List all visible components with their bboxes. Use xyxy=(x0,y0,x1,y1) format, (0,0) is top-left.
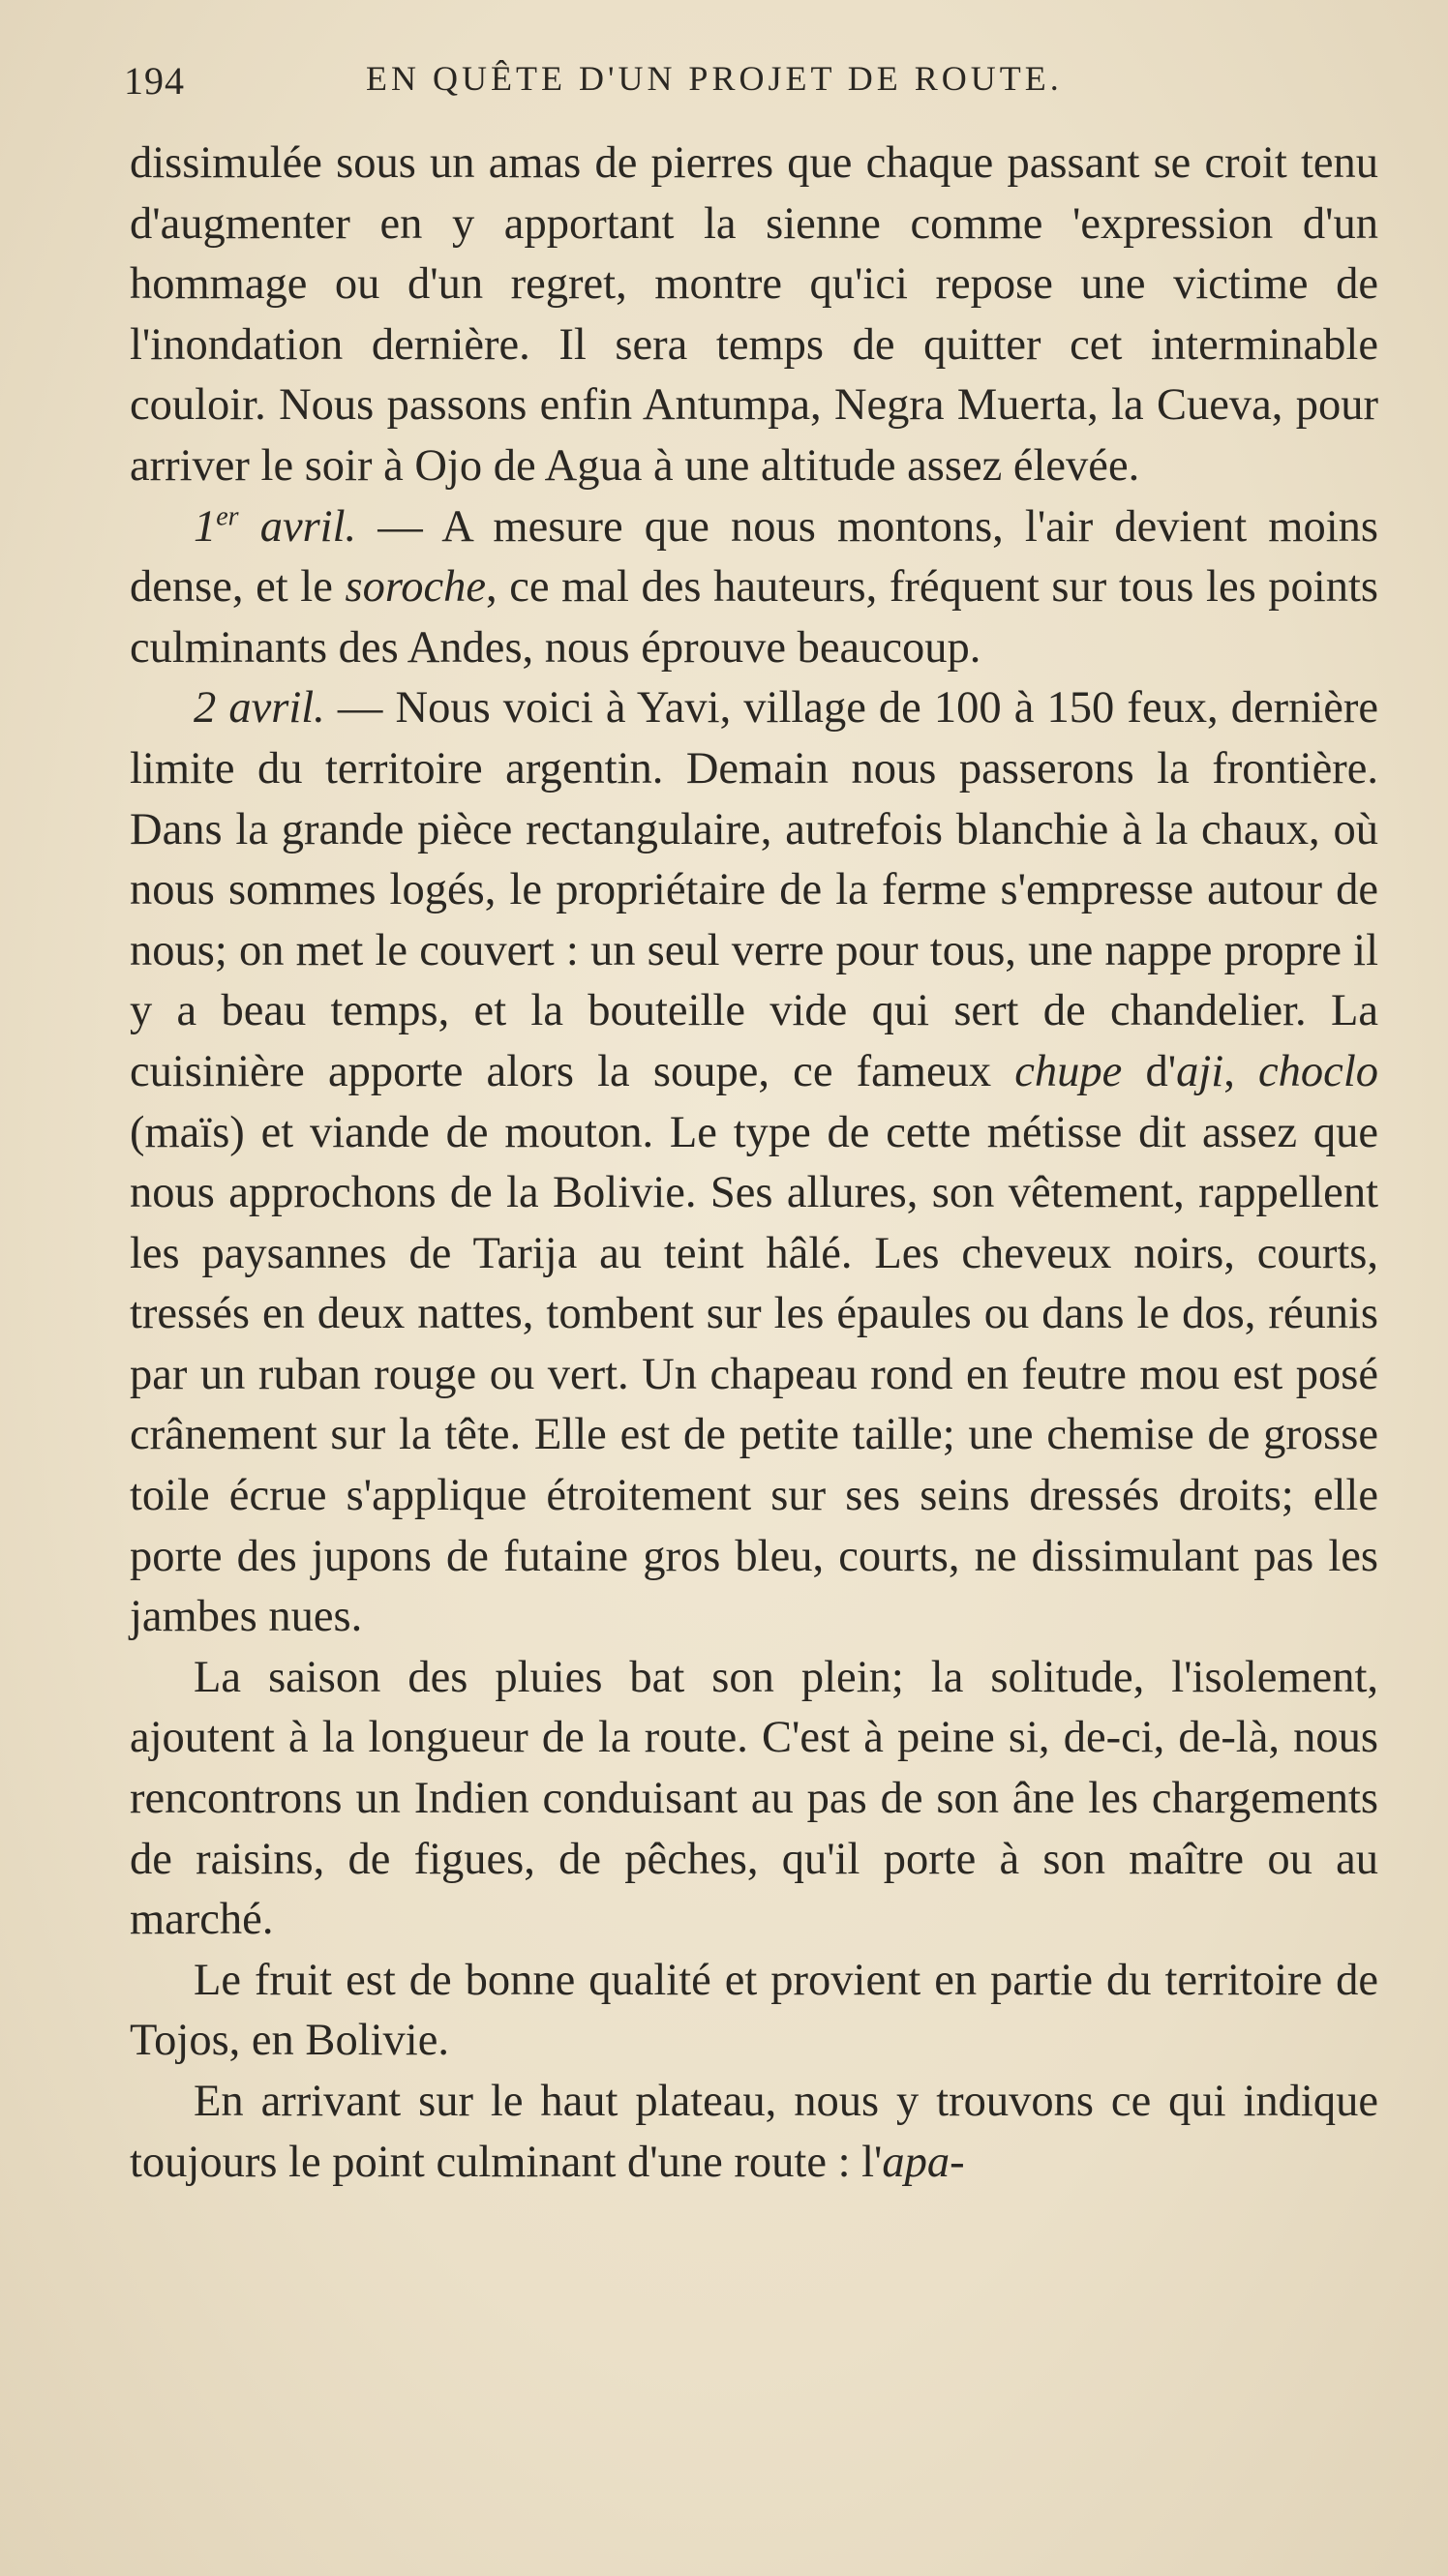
paragraph-1: dissimulée sous un amas de pierres que chaque passant se croit tenu d'augmenter en y apportant la sienne comme 'expression d'un hommage ou d'un regret, montre qu'ici repose une victime de l'inondation dernière. Il sera temps de quitter cet interminable couloir. Nous passons enfin Antumpa, Negra Muerta, la Cueva, pour arriver le soir à Ojo de Agua à une altitude assez élevée. xyxy=(130,138,1378,491)
paragraph-5: Le fruit est de bonne qualité et provient en partie du territoire de Tojos, en Bolivie. xyxy=(130,1955,1378,2066)
date-second-april: 2 avril. xyxy=(194,683,325,734)
paragraph-3: 2 avril. — Nous voici à Yavi, village de 100 à 150 feux, dernière limite du territoire argentin. Demain nous passerons la frontière. Dans la grande pièce rectangulaire, autrefois blanchie à la chaux, où nous sommes logés, le propriétaire de la ferme s'empresse autour de nous; on met le couvert : un seul verre pour tous, une nappe propre il y a beau temps, et la bouteille vide qui sert de chandelier. La cuisinière apporte alors la soupe, ce fameux chupe d'aji, choclo (maïs) et viande de mouton. Le type de cette métisse dit assez que nous approchons de la Bolivie. Ses allures, son vêtement, rappellent les paysannes de Tarija au teint hâlé. Les cheveux noirs, courts, tressés en deux nattes, tombent sur les épaules ou dans le dos, réunis par un ruban rouge ou vert. Un chapeau rond en feutre mou est posé crânement sur la tête. Elle est de petite taille; une chemise de grosse toile écrue s'applique étroitement sur ses seins dressés droits; elle porte des jupons de futaine gros bleu, courts, ne dissimulant pas les jambes nues. xyxy=(130,683,1378,1642)
paragraph-6: En arrivant sur le haut plateau, nous y trouvons ce qui indique toujours le point culminant d'une route : l'apa- xyxy=(130,2077,1378,2187)
term-apa: apa- xyxy=(882,2137,965,2187)
page-number: 194 xyxy=(124,59,185,103)
paragraph-2: 1er avril. — A mesure que nous montons, l'air devient moins dense, et le soroche, ce mal des hauteurs, fréquent sur tous les points culminants des Andes, nous éprouve beaucoup. xyxy=(130,501,1378,673)
term-chupe: chupe xyxy=(1014,1046,1123,1096)
page-header xyxy=(124,58,1363,116)
term-choclo: choclo xyxy=(1258,1046,1378,1096)
paragraph-4: La saison des pluies bat son plein; la solitude, l'isolement, ajoutent à la longueur de la route. C'est à peine si, de-ci, de-là, nous rencontrons un Indien conduisant au pas de son âne les chargements de raisins, de figues, de pêches, qu'il porte à son maître ou au marché. xyxy=(130,1652,1378,1945)
term-soroche: soroche xyxy=(345,562,486,613)
date-first-april: 1er avril. xyxy=(194,501,357,552)
term-aji: aji xyxy=(1176,1046,1224,1096)
running-head: EN QUÊTE D'UN PROJET DE ROUTE. xyxy=(366,59,1063,98)
body-text xyxy=(130,134,1378,2193)
